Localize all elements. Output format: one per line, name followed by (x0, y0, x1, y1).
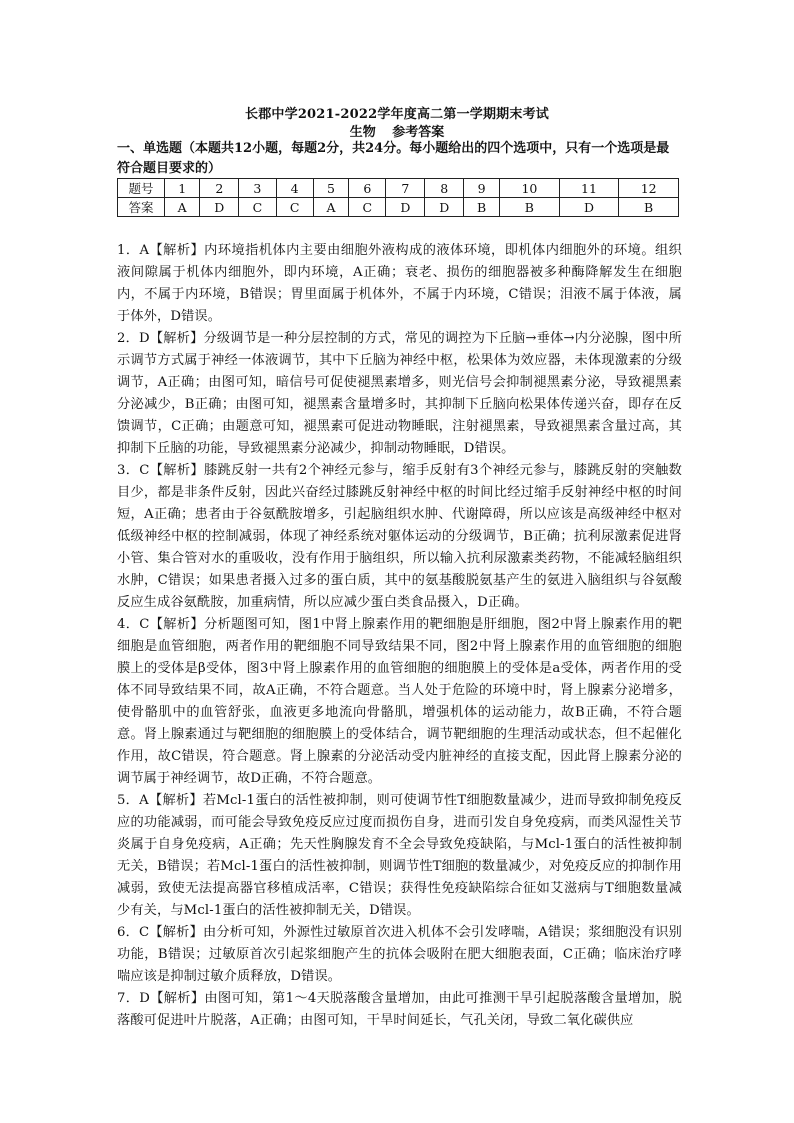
document-title: 长郡中学2021-2022学年度高二第一学期期末考试 (245, 107, 549, 122)
explanation-item-3: 3．C【解析】膝跳反射一共有2个神经元参与，缩手反射有3个神经元参与，膝跳反射的突触数目少，都是非条件反射，因此兴奋经过膝跳反射神经中枢的时间比经过缩手反射神经中枢的时间短，A正确；患者由于谷氨酰胺增多，引起脑组织水肿、代谢障碍，所以应该是高级神经中枢对低级神经中枢的控制减弱，体现了神经系统对躯体运动的分级调节，B正确；抗利尿激素促进肾小管、集合管对水的重吸收，没有作用于脑组织，所以输入抗利尿激素类药物，不能减轻脑组织水肿，C错误；如果患者摄入过多的蛋白质，其中的氨基酸脱氨基产生的氨进入脑组织与谷氨酸反应生成谷氨酰胺，加重病情，所以应减少蛋白类食品摄入，D正确。 (117, 463, 682, 610)
explanation-item-6: 6．C【解析】由分析可知，外源性过敏原首次进入机体不会引发哮喘，A错误；浆细胞没有识别功能，B错误；过敏原首次引起浆细胞产生的抗体会吸附在肥大细胞表面，C正确；临床治疗哮喘应该是抑制过敏介质释放，D错误。 (117, 925, 682, 984)
answer-cell: D (386, 198, 425, 217)
explanation-item-2: 2．D【解析】分级调节是一种分层控制的方式，常见的调控为下丘脑→垂体→内分泌腺，图中所示调节方式属于神经一体液调节，其中下丘脑为神经中枢，松果体为效应器，未体现激素的分级调节，A正确；由图可知，暗信号可促使褪黑素增多，则光信号会抑制褪黑素分泌，导致褪黑素分泌减少，B正确；由图可知，褪黑素含量增多时，其抑制下丘脑向松果体传递兴奋，即存在反馈调节，C正确；由题意可知，褪黑素可促进动物睡眠，注射褪黑素，导致褪黑素含量过高，其抑制下丘脑的功能，导致褪黑素分泌减少，抑制动物睡眠，D错误。 (117, 331, 682, 456)
answer-cell: A (165, 198, 200, 217)
explanation-item-1: 1．A【解析】内环境指机体内主要由细胞外液构成的液体环境，即机体内细胞外的环境。组织液间隙属于机体内细胞外，即内环境，A正确；衰老、损伤的细胞器被多种酶降解发生在细胞内，不属于内环境，B错误；胃里面属于机体外，不属于内环境，C错误；泪液不属于体液，属于体外，D错误。 (117, 243, 682, 324)
row-label-answer: 答案 (118, 198, 165, 217)
question-number: 10 (500, 179, 560, 198)
answer-table (117, 178, 679, 217)
question-number: 12 (619, 179, 679, 198)
answer-cell: C (349, 198, 386, 217)
answer-row (118, 198, 679, 217)
question-number: 4 (276, 179, 313, 198)
answer-cell: D (559, 198, 619, 217)
question-number: 5 (313, 179, 348, 198)
explanation-item-4: 4．C【解析】分析题图可知，图1中肾上腺素作用的靶细胞是肝细胞，图2中肾上腺素作用的靶细胞是血管细胞，两者作用的靶细胞不同导致结果不同，图2中肾上腺素作用的血管细胞的细胞膜上的受体是β受体，图3中肾上腺素作用的血管细胞的细胞膜上的受体是a受体，两者作用的受体不同导致结果不同，故A正确，不符合题意。当人处于危险的环境中时，肾上腺素分泌增多，使骨骼肌中的血管舒张，血液更多地流向骨骼肌，增强机体的运动能力，故B正确，不符合题意。肾上腺素通过与靶细胞的细胞膜上的受体结合，调节靶细胞的生理活动或状态，但不起催化作用，故C错误，符合题意。肾上腺素的分泌活动受内脏神经的直接支配，因此肾上腺素分泌的调节属于神经调节，故D正确，不符合题意。 (117, 617, 682, 786)
answer-cell: D (200, 198, 239, 217)
subject-label: 生物 (349, 125, 376, 140)
section-heading: 一、单选题（本题共12小题，每题2分，共24分。每小题给出的四个选项中，只有一个选项是最符合题目要求的） (117, 141, 670, 176)
answer-cell: A (313, 198, 348, 217)
answer-cell: B (619, 198, 679, 217)
explanation-item-5: 5．A【解析】若Mcl-1蛋白的活性被抑制，则可使调节性T细胞数量减少，进而导致抑制免疫反应的功能减弱，而可能会导致免疫反应过度而损伤自身，进而引发自身免疫病，而类风湿性关节炎属于自身免疫病，A正确；先天性胸腺发育不全会导致免疫缺陷，与Mcl-1蛋白的活性被抑制无关，B错误；若Mcl-1蛋白的活性被抑制，则调节性T细胞的数量减少，对免疫反应的抑制作用减弱，致使无法提高器官移植成活率，C错误；获得性免疫缺陷综合征如艾滋病与T细胞数量减少有关，与Mcl-1蛋白的活性被抑制无关，D错误。 (117, 793, 682, 918)
explanation-item-7: 7．D【解析】由图可知，第1～4天脱落酸含量增加，由此可推测干旱引起脱落酸含量增加，脱落酸可促进叶片脱落，A正确；由图可知，干旱时间延长，气孔关闭，导致二氧化碳供应 (117, 991, 682, 1028)
explanation-list (117, 240, 682, 1032)
document-subtitle (0, 121, 794, 140)
answer-cell: D (425, 198, 464, 217)
question-number: 8 (425, 179, 464, 198)
question-number: 9 (464, 179, 500, 198)
question-number: 7 (386, 179, 425, 198)
question-number: 1 (165, 179, 200, 198)
answer-cell: B (464, 198, 500, 217)
answer-key-label: 参考答案 (392, 125, 445, 140)
question-number: 2 (200, 179, 239, 198)
answer-cell: B (500, 198, 560, 217)
question-number-row (118, 179, 679, 198)
answer-cell: C (239, 198, 276, 217)
question-number: 3 (239, 179, 276, 198)
answer-cell: C (276, 198, 313, 217)
row-label-question-number: 题号 (118, 179, 165, 198)
question-number: 11 (559, 179, 619, 198)
question-number: 6 (349, 179, 386, 198)
